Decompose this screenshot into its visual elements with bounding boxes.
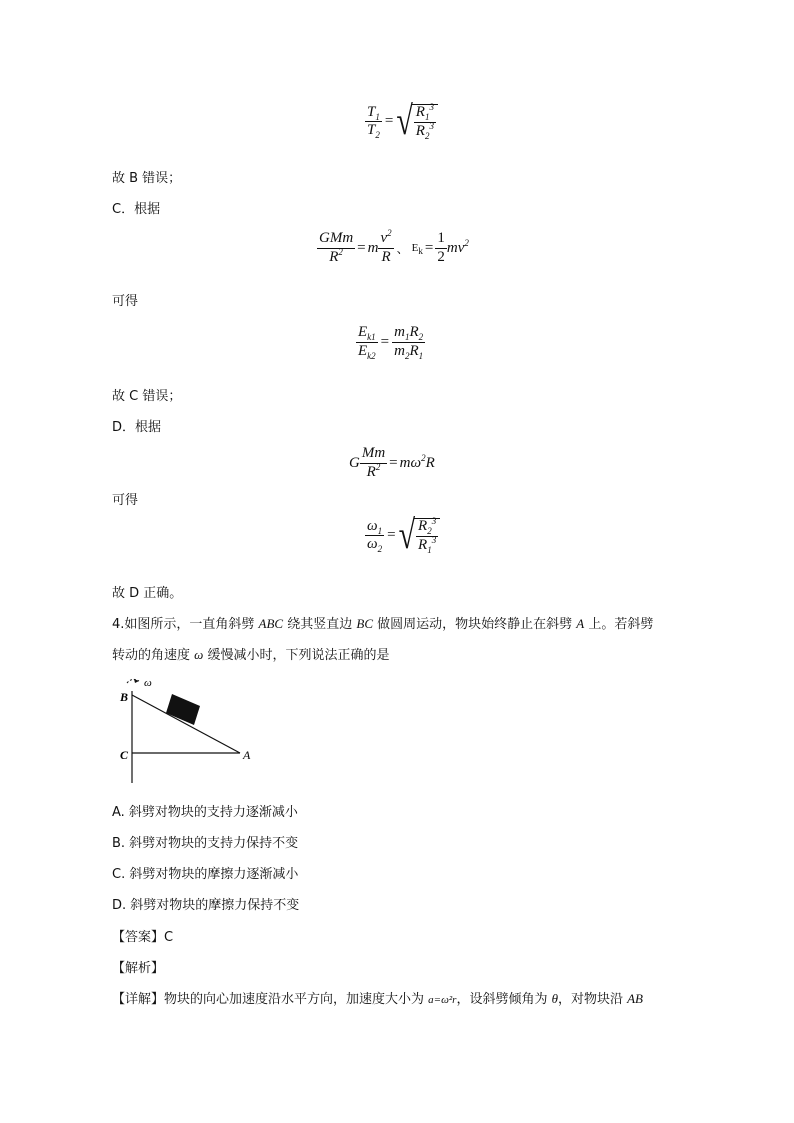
formula-kinetic-energy: $\frac{\text{GMm}}{R^2}$ = m $\frac{v^2}{R}$ 、 $E_k$ = $\frac{1}{2}$ $mv^2$ [319,228,469,265]
analysis-heading: 【解析】 [112,961,165,976]
detail-line: 【详解】物块的向心加速度沿水平方向，加速度大小为 a=ω²r，设斜劈倾角为 θ，对物块沿 AB [112,991,643,1007]
label-b: B [120,690,129,704]
block [166,694,200,725]
option-d: D. 斜劈对物块的摩擦力保持不变 [112,898,300,913]
derive-label-2: 可得 [112,493,139,508]
answer: 【答案】C [112,930,174,945]
option-c-basis: C．根据 [112,202,161,217]
formula-energy-ratio: $\frac{E_{k1}}{E_{k2}}$ = $\frac{m_1R_2}{m_2R_1}$ [358,324,424,361]
conclusion-c: 故 C 错误； [112,389,182,404]
option-b: B. 斜劈对物块的支持力保持不变 [112,836,299,851]
period-ratio-fraction: $\frac{T_1}{T_2}$ [367,103,380,141]
question-4-line-1: 4.如图所示，一直角斜劈 ABC 绕其竖直边 BC 做圆周运动，物块始终静止在斜劈 A 上。若斜劈 [112,616,654,632]
option-a: A. 斜劈对物块的支持力逐渐减小 [112,805,298,820]
option-c: C. 斜劈对物块的摩擦力逐渐减小 [112,867,299,882]
option-d-basis: D．根据 [112,420,162,435]
formula-period-ratio: $\frac{T_1}{T_2}$ = √ $\frac{R_1^3}{R_2^3}$ [365,104,438,140]
label-a: A [243,748,251,762]
conclusion-b: 故 B 错误； [112,171,182,186]
derive-label-1: 可得 [112,294,139,309]
formula-omega-ratio: $\frac{\omega_1}{\omega_2}$ = √ $\frac{R_2^3}{R_1^3}$ [365,518,440,554]
wedge-figure [110,673,270,783]
conclusion-d: 故 D 正确。 [112,586,183,601]
sqrt-radius-ratio: √ $\frac{R_1^3}{R_2^3}$ [396,104,438,140]
question-4-line-2: 转动的角速度 ω 缓慢减小时，下列说法正确的是 [112,647,390,663]
label-c: C [120,748,129,762]
formula-angular-gravity: G $\frac{Mm}{R^2}$ = $m\omega^2R$ [349,445,435,480]
label-omega: ω [144,677,152,689]
